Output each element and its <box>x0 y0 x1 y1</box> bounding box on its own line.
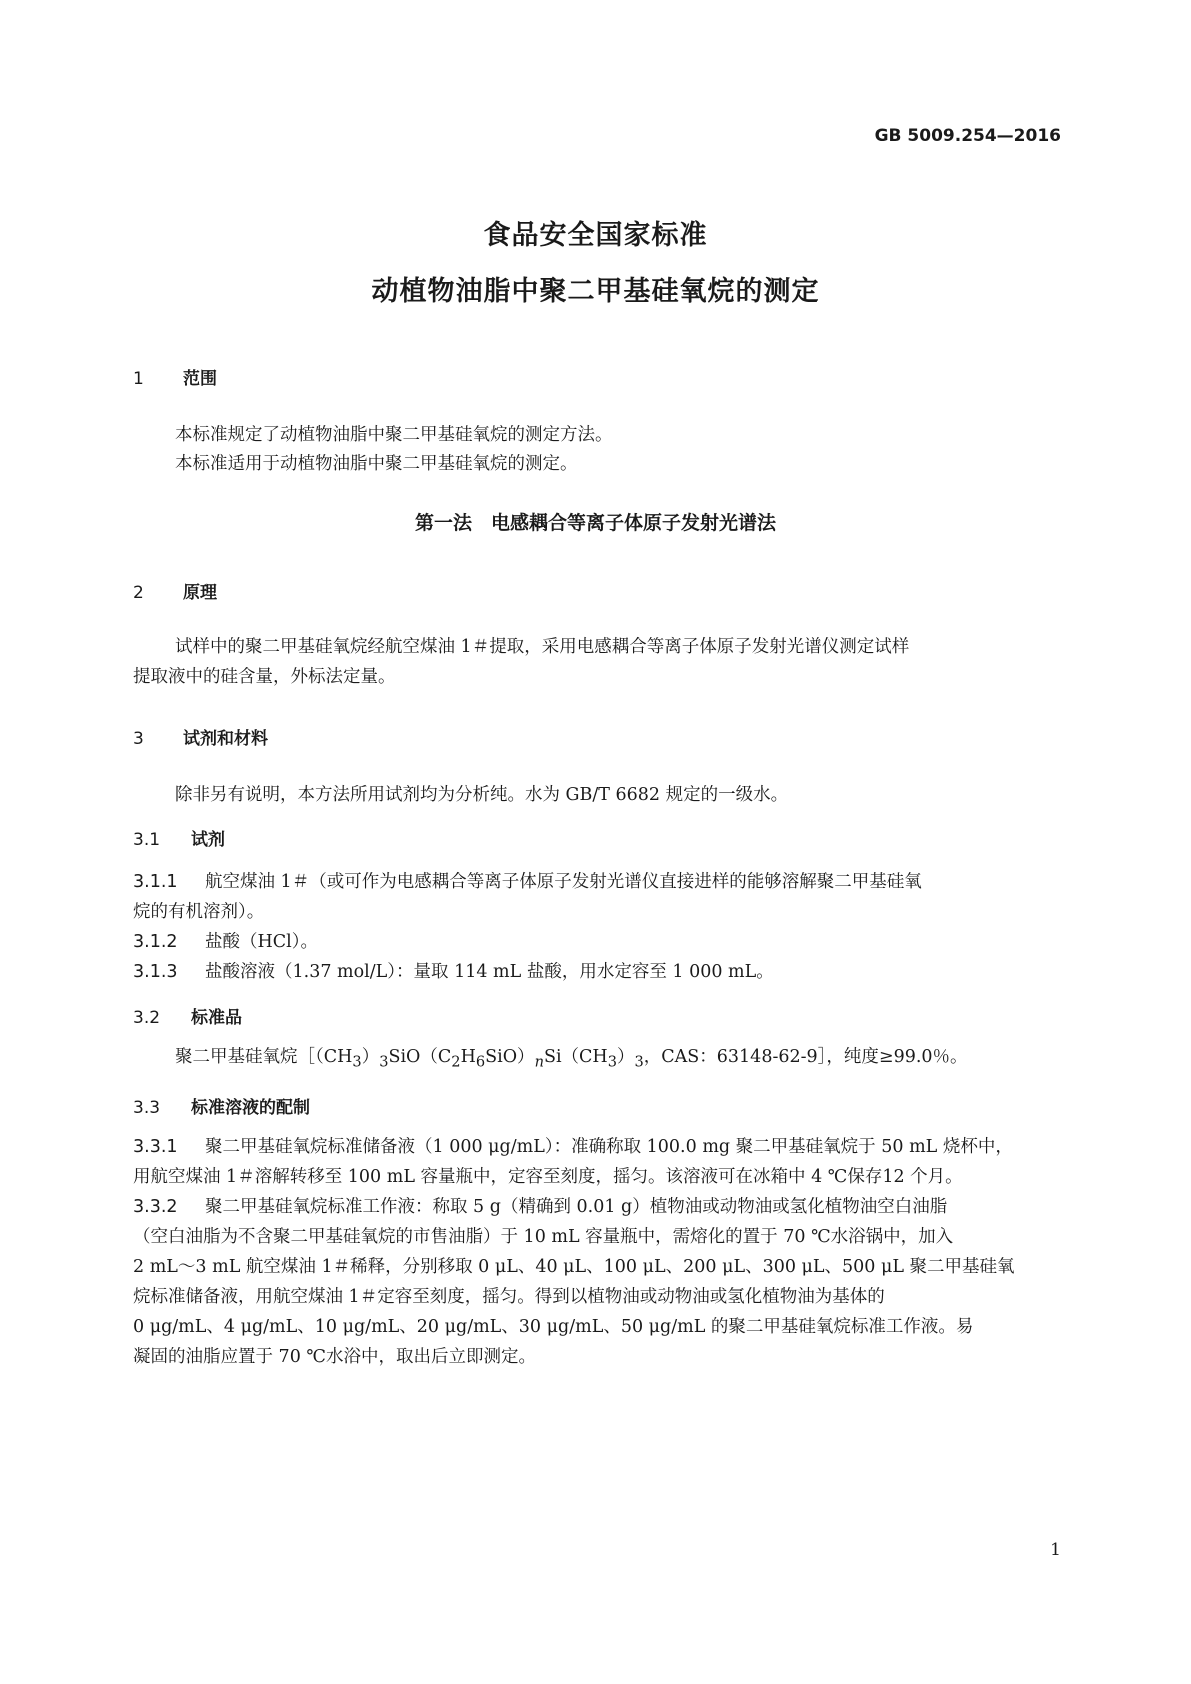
item-text: 盐酸（HCl）。 <box>205 932 318 952</box>
item-text: 聚二甲基硅氧烷标准工作液：称取 5 g（精确到 0.01 g）植物油或动物油或氢化植物油空白油脂 <box>205 1197 948 1217</box>
paragraph-line: 提取液中的硅含量，外标法定量。 <box>133 667 396 687</box>
formula-subscript: 2 <box>451 1053 461 1071</box>
subsection-3-3-heading <box>133 1093 310 1118</box>
item-3-3-2 <box>133 1191 1061 1223</box>
formula-part: ，CAS：63148-62-9］，纯度≥99.0％。 <box>643 1047 968 1067</box>
item-3-3-1-cont: 用航空煤油 1＃溶解转移至 100 mL 容量瓶中，定容至刻度，摇匀。该溶液可在冰箱中 4 ℃保存12 个月。 <box>133 1167 963 1187</box>
section-3-heading <box>133 724 268 749</box>
item-number: 3.3.1 <box>133 1137 178 1157</box>
item-3-3-2-cont: 0 μg/mL、4 μg/mL、10 μg/mL、20 μg/mL、30 μg/mL、50 μg/mL 的聚二甲基硅氧烷标准工作液。易 <box>133 1317 974 1337</box>
title-line2: 动植物油脂中聚二甲基硅氧烷的测定 <box>371 276 820 307</box>
formula-subscript: 3 <box>634 1053 644 1071</box>
item-number: 3.1.1 <box>133 872 178 892</box>
section-number: 2 <box>133 583 144 603</box>
formula-subscript: 3 <box>352 1053 362 1071</box>
standard-number: GB 5009.254—2016 <box>874 126 1061 146</box>
item-number: 3.3.2 <box>133 1197 178 1217</box>
section-2-heading <box>133 578 217 603</box>
method-title: 第一法 电感耦合等离子体原子发射光谱法 <box>414 512 776 534</box>
formula-part: H <box>460 1047 476 1067</box>
section-title: 原理 <box>183 583 217 603</box>
section-title: 试剂和材料 <box>183 729 268 749</box>
formula-subscript: 6 <box>475 1053 486 1071</box>
formula-part: 聚二甲基硅氧烷［（CH <box>175 1047 353 1067</box>
formula-subscript: 3 <box>607 1053 617 1071</box>
section-1-heading <box>133 364 217 389</box>
section-number: 3 <box>133 729 144 749</box>
item-text: 聚二甲基硅氧烷标准储备液（1 000 μg/mL）：准确称取 100.0 mg 聚二甲基硅氧烷于 50 mL 烧杯中， <box>205 1137 1013 1157</box>
paragraph: 除非另有说明，本方法所用试剂均为分析纯。水为 GB/T 6682 规定的一级水。 <box>175 785 789 805</box>
paragraph: 本标准适用于动植物油脂中聚二甲基硅氧烷的测定。 <box>175 454 578 474</box>
section-number: 3.2 <box>133 1008 161 1028</box>
item-number: 3.1.3 <box>133 962 178 982</box>
formula-part: SiO（C <box>388 1047 452 1067</box>
paragraph: 本标准规定了动植物油脂中聚二甲基硅氧烷的测定方法。 <box>175 425 613 445</box>
item-3-3-2-cont: 凝固的油脂应置于 70 ℃水浴中，取出后立即测定。 <box>133 1347 536 1367</box>
section-title: 标准溶液的配制 <box>191 1098 310 1118</box>
subsection-3-1-heading <box>133 825 225 850</box>
title-line1: 食品安全国家标准 <box>483 220 708 251</box>
section-title: 试剂 <box>191 830 225 850</box>
section-title: 范围 <box>183 369 217 389</box>
item-3-3-2-cont: （空白油脂为不含聚二甲基硅氧烷的市售油脂）于 10 mL 容量瓶中，需熔化的置于 70 ℃水浴锅中，加入 <box>133 1227 954 1247</box>
section-number: 3.1 <box>133 830 161 850</box>
formula-subscript: n <box>534 1053 544 1071</box>
formula-part: SiO） <box>485 1047 535 1067</box>
item-text: 盐酸溶液（1.37 mol/L）：量取 114 mL 盐酸，用水定容至 1 000 mL。 <box>205 962 774 982</box>
page-number: 1 <box>1050 1540 1061 1560</box>
standard-material-formula <box>175 1041 968 1079</box>
formula-subscript: 3 <box>379 1053 389 1071</box>
item-3-1-1 <box>133 866 1061 898</box>
item-3-1-1-cont: 烷的有机溶剂）。 <box>133 902 265 922</box>
formula-part: ） <box>616 1047 635 1067</box>
item-3-3-1 <box>133 1131 1061 1163</box>
formula-part: Si（CH <box>543 1047 608 1067</box>
item-3-3-2-cont: 2 mL～3 mL 航空煤油 1＃稀释，分别移取 0 μL、40 μL、100 μL、200 μL、300 μL、500 μL 聚二甲基硅氧 <box>133 1257 1015 1277</box>
formula-part: ） <box>361 1047 380 1067</box>
subsection-3-2-heading <box>133 1003 242 1028</box>
paragraph-line: 试样中的聚二甲基硅氧烷经航空煤油 1＃提取，采用电感耦合等离子体原子发射光谱仪测定试样 <box>175 637 910 657</box>
item-3-1-2 <box>133 926 1061 958</box>
item-text: 航空煤油 1＃（或可作为电感耦合等离子体原子发射光谱仪直接进样的能够溶解聚二甲基硅氧 <box>205 872 922 892</box>
section-number: 3.3 <box>133 1098 161 1118</box>
item-3-1-3 <box>133 956 1061 988</box>
section-number: 1 <box>133 369 144 389</box>
item-number: 3.1.2 <box>133 932 178 952</box>
item-3-3-2-cont: 烷标准储备液，用航空煤油 1＃定容至刻度，摇匀。得到以植物油或动物油或氢化植物油为基体的 <box>133 1287 885 1307</box>
section-title: 标准品 <box>191 1008 242 1028</box>
